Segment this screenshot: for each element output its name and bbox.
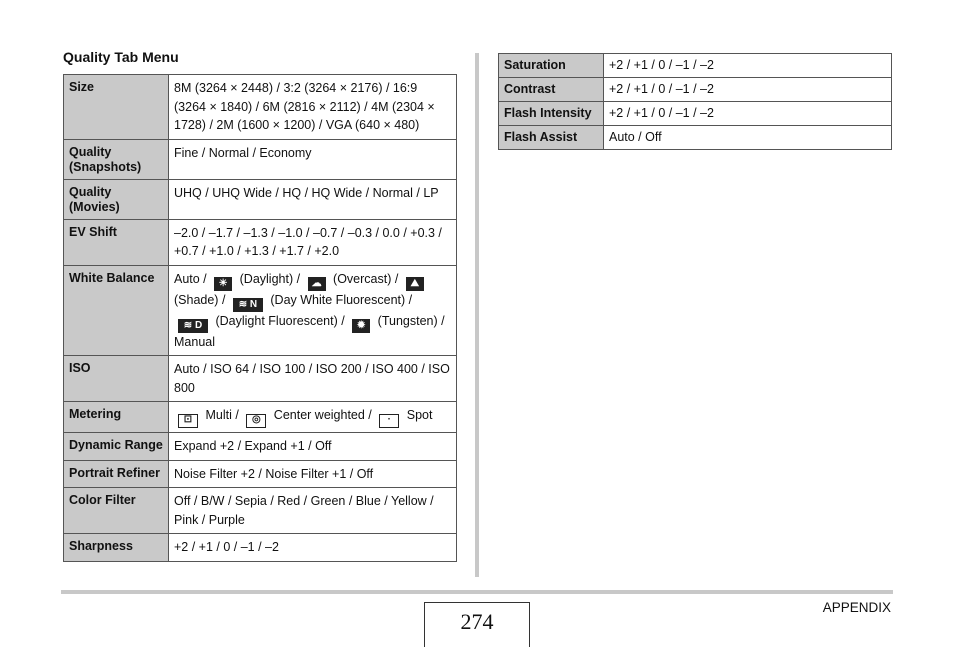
row-label: Sharpness — [64, 534, 169, 562]
row-label: Portrait Refiner — [64, 460, 169, 488]
row-label: Quality (Movies) — [64, 179, 169, 219]
table-row — [64, 265, 457, 356]
row-label: Size — [64, 75, 169, 140]
row-label: ISO — [64, 356, 169, 402]
row-value: Auto / ISO 64 / ISO 100 / ISO 200 / ISO 400 / ISO 800 — [169, 356, 457, 402]
adjustment-settings-table — [498, 53, 892, 150]
icon-letter: N — [249, 298, 258, 310]
row-value-white-balance — [169, 265, 457, 356]
table-row — [499, 54, 892, 78]
row-label: Metering — [64, 402, 169, 433]
row-label: Contrast — [499, 78, 604, 102]
row-value: Noise Filter +2 / Noise Filter +1 / Off — [169, 460, 457, 488]
wb-auto: Auto / — [174, 271, 207, 286]
metering-center: Center weighted / — [273, 408, 372, 422]
table-row — [64, 356, 457, 402]
icon-letter: D — [194, 319, 203, 331]
wb-manual: Manual — [174, 334, 215, 349]
table-row — [64, 488, 457, 534]
row-label: Dynamic Range — [64, 433, 169, 461]
wb-day-white: (Day White Fluorescent) / — [270, 292, 413, 307]
table-row — [64, 179, 457, 219]
table-row — [499, 102, 892, 126]
daylight-icon: ☀ — [214, 277, 232, 291]
row-label: EV Shift — [64, 219, 169, 265]
row-value: –2.0 / –1.7 / –1.3 / –1.0 / –0.7 / –0.3 / 0.0 / +0.3 / +0.7 / +1.0 / +1.3 / +1.7 / +2.0 — [169, 219, 457, 265]
section-title: Quality Tab Menu — [63, 49, 179, 65]
table-row — [64, 219, 457, 265]
wb-overcast: (Overcast) / — [333, 271, 399, 286]
row-value: +2 / +1 / 0 / –1 / –2 — [604, 102, 892, 126]
table-row — [64, 460, 457, 488]
wb-tungsten: (Tungsten) / — [377, 313, 445, 328]
overcast-icon: ☁ — [308, 277, 326, 291]
row-label: White Balance — [64, 265, 169, 356]
row-value: Expand +2 / Expand +1 / Off — [169, 433, 457, 461]
row-value-metering — [169, 402, 457, 433]
shade-icon: ⛰ — [406, 277, 424, 291]
daylight-fluorescent-icon: ≋ D — [178, 319, 208, 333]
wb-shade: (Shade) / — [174, 292, 226, 307]
row-value: Fine / Normal / Economy — [169, 139, 457, 179]
row-label: Color Filter — [64, 488, 169, 534]
column-divider — [475, 53, 479, 577]
row-label: Flash Assist — [499, 126, 604, 150]
table-row — [64, 534, 457, 562]
row-label: Quality (Snapshots) — [64, 139, 169, 179]
center-weighted-icon: ◎ — [246, 414, 266, 428]
row-value: +2 / +1 / 0 / –1 / –2 — [169, 534, 457, 562]
row-value: 8M (3264 × 2448) / 3:2 (3264 × 2176) / 16:9 (3264 × 1840) / 6M (2816 × 2112) / 4M (2304 × 1728) / 2M (1600 × 1200) / VGA (640 × 480) — [169, 75, 457, 140]
metering-spot: Spot — [406, 408, 433, 422]
spot-metering-icon: · — [379, 414, 399, 428]
table-row — [64, 75, 457, 140]
row-value: +2 / +1 / 0 / –1 / –2 — [604, 54, 892, 78]
table-row — [64, 402, 457, 433]
footer-section-label: APPENDIX — [822, 600, 891, 615]
table-row — [499, 126, 892, 150]
row-value: +2 / +1 / 0 / –1 / –2 — [604, 78, 892, 102]
row-value: UHQ / UHQ Wide / HQ / HQ Wide / Normal / LP — [169, 179, 457, 219]
table-row — [64, 433, 457, 461]
wb-daylight: (Daylight) / — [239, 271, 301, 286]
multi-metering-icon: ⊡ — [178, 414, 198, 428]
row-value: Off / B/W / Sepia / Red / Green / Blue / Yellow / Pink / Purple — [169, 488, 457, 534]
day-white-fluorescent-icon: ≋ N — [233, 298, 263, 312]
row-label: Saturation — [499, 54, 604, 78]
footer-rule — [61, 590, 893, 594]
table-row — [64, 139, 457, 179]
tungsten-icon: ✹ — [352, 319, 370, 333]
page-number: 274 — [424, 602, 530, 647]
quality-settings-table — [63, 74, 457, 562]
metering-multi: Multi / — [205, 408, 239, 422]
table-row — [499, 78, 892, 102]
row-value: Auto / Off — [604, 126, 892, 150]
row-label: Flash Intensity — [499, 102, 604, 126]
wb-daylight-fluorescent: (Daylight Fluorescent) / — [215, 313, 345, 328]
